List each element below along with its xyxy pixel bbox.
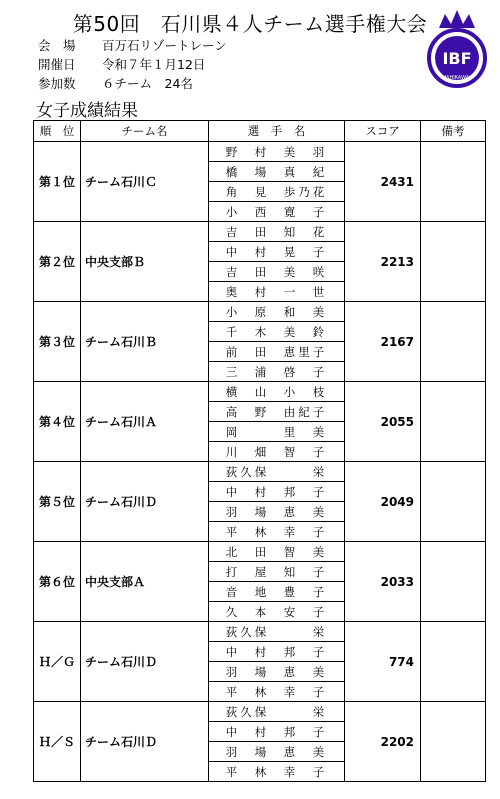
score-cell: 2049 [345,462,421,542]
player-name: 荻久保 栄 [225,464,328,479]
rank-cell: Ｈ／Ｇ [34,622,81,702]
player-name: 横 山 小 枝 [225,384,328,399]
player-name: 角 見 歩乃花 [209,182,344,202]
player-name: 平 林 幸 子 [209,522,344,542]
team-name: チーム石川Ａ [81,382,209,462]
team-name: チーム石川Ｃ [81,142,209,222]
player-name: 中 村 邦 子 [209,722,344,742]
logo-ring-text: ISHIKAWA [444,75,470,81]
result-row [34,302,486,382]
player-list [209,222,344,301]
remarks-cell [421,222,486,302]
score-cell: 774 [345,622,421,702]
crown-shape [439,10,475,28]
result-row [34,462,486,542]
team-name: チーム石川Ｂ [81,302,209,382]
page-title: 第50回 石川県４人チーム選手権大会 [72,12,428,36]
score-cell: 2431 [345,142,421,222]
score-cell: 2202 [345,702,421,782]
result-row [34,382,486,462]
info-label: 参加数 [38,76,76,91]
player-name: 千 木 美 鈴 [209,322,344,342]
player-name: 荻久保 栄 [225,704,328,719]
info-value: 百万石リゾートレーン [102,38,227,53]
players-cell [209,382,345,462]
info-participants [38,74,193,94]
result-row [34,222,486,302]
player-name: 荻久保 栄 [225,624,328,639]
remarks-cell [421,622,486,702]
header-players: 選 手 名 [209,121,345,142]
result-row [34,622,486,702]
info-value: 令和７年１月12日 [102,57,206,72]
rank-cell: 第４位 [34,382,81,462]
header-row [34,121,486,142]
players-cell [209,702,345,782]
player-name: 打 屋 知 子 [209,562,344,582]
header-rank: 順 位 [34,121,81,142]
player-name: 平 林 幸 子 [209,762,344,782]
header-remarks: 備考 [421,121,486,142]
player-name: 中 村 邦 子 [209,482,344,502]
score-cell: 2167 [345,302,421,382]
players-cell [209,622,345,702]
players-cell [209,222,345,302]
info-date [38,55,205,75]
remarks-cell [421,382,486,462]
player-name: 久 本 安 子 [209,602,344,622]
rank-cell: 第１位 [34,142,81,222]
rank-cell: 第３位 [34,302,81,382]
info-venue [38,36,227,56]
player-name: 岡 里 美 [209,422,344,442]
info-label: 開催日 [38,57,76,72]
player-name: 音 地 豊 子 [209,582,344,602]
player-list [209,702,344,781]
player-name: 野 村 美 羽 [225,144,328,159]
player-name: 北 田 智 美 [225,544,328,559]
result-row [34,142,486,222]
section-title: 女子成績結果 [36,101,138,121]
result-row [34,702,486,782]
player-name: 奥 村 一 世 [209,282,344,302]
player-name: 中 村 晃 子 [209,242,344,262]
player-name: 小 西 寛 子 [209,202,344,222]
player-name: 吉 田 美 咲 [209,262,344,282]
player-name: 羽 場 恵 美 [209,662,344,682]
team-name: 中央支部Ａ [81,542,209,622]
player-name: 三 浦 啓 子 [209,362,344,382]
players-cell [209,542,345,622]
player-name: 橋 場 真 紀 [209,162,344,182]
ibf-crown-logo-icon [425,8,489,92]
info-value: ６チーム 24名 [102,76,193,91]
player-name: 中 村 邦 子 [209,642,344,662]
team-name: チーム石川Ｄ [81,702,209,782]
score-cell: 2055 [345,382,421,462]
info-label: 会 場 [38,38,76,53]
results-table [33,120,486,782]
team-name: チーム石川Ｄ [81,622,209,702]
team-name: チーム石川Ｄ [81,462,209,542]
player-name: 羽 場 恵 美 [209,502,344,522]
players-cell [209,462,345,542]
remarks-cell [421,702,486,782]
remarks-cell [421,462,486,542]
player-name: 川 畑 智 子 [209,442,344,462]
score-cell: 2213 [345,222,421,302]
player-name: 平 林 幸 子 [209,682,344,702]
player-name: 吉 田 知 花 [225,224,328,239]
player-name: 小 原 和 美 [225,304,328,319]
rank-cell: 第６位 [34,542,81,622]
remarks-cell [421,542,486,622]
result-row [34,542,486,622]
player-name: 高 野 由紀子 [209,402,344,422]
team-name: 中央支部Ｂ [81,222,209,302]
players-cell [209,302,345,382]
header-score: スコア [345,121,421,142]
player-name: 羽 場 恵 美 [209,742,344,762]
player-list [209,462,344,541]
logo-text: IBF [442,49,472,68]
rank-cell: Ｈ／Ｓ [34,702,81,782]
header-team: チーム名 [81,121,209,142]
player-list [209,622,344,701]
player-list [209,302,344,381]
remarks-cell [421,142,486,222]
players-cell [209,142,345,222]
score-cell: 2033 [345,542,421,622]
rank-cell: 第２位 [34,222,81,302]
ibf-logo [425,8,489,92]
player-list [209,142,344,221]
remarks-cell [421,302,486,382]
rank-cell: 第５位 [34,462,81,542]
player-name: 前 田 恵里子 [209,342,344,362]
player-list [209,542,344,621]
player-list [209,382,344,461]
